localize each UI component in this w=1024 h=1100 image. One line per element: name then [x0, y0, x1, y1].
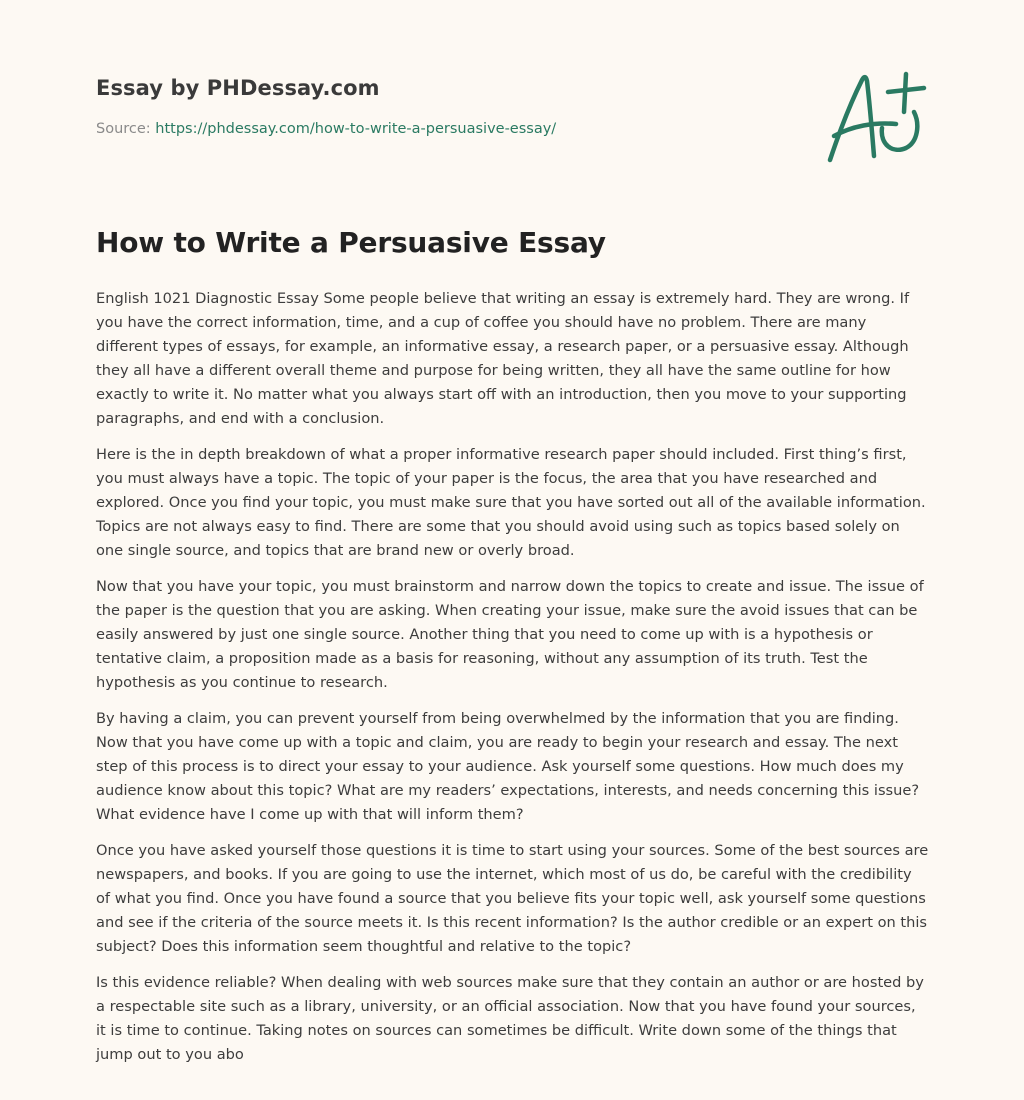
- article-paragraph: Is this evidence reliable? When dealing with web sources make sure that they contain an author or are hosted by a respectable site such as a library, university, or an official association. Now that you have found your sources, it is time to continue. Taking notes on sources can sometimes be difficult. Write down some of the things that jump out to you abo: [96, 974, 924, 1063]
- article: [96, 226, 930, 1079]
- site-title: Essay by PHDessay.com: [96, 76, 380, 100]
- a-plus-logo-icon: [822, 66, 928, 166]
- article-paragraph: Once you have asked yourself those questions it is time to start using your sources. Some of the best sources are newspapers, and books. If you are going to use the internet, which most of us do, be careful with the credibility of what you find. Once you have found a source that you believe fits your topic well, ask yourself some questions and see if the criteria of the source meets it. Is this recent information? Is the author credible or an expert on this subject? Does this information seem thoughtful and relative to the topic?: [96, 842, 929, 955]
- page-header: [96, 76, 816, 137]
- source-label: Source:: [96, 121, 151, 137]
- article-paragraph: Here is the in depth breakdown of what a proper informative research paper should included. First thing’s first, you must always have a topic. The topic of your paper is the focus, the area that you have researched and explored. Once you find your topic, you must make sure that you have sorted out all of the available information. Topics are not always easy to find. There are some that you should avoid using such as topics based solely on one single source, and topics that are brand new or overly broad.: [96, 446, 926, 559]
- a-plus-logo: [822, 66, 928, 166]
- article-paragraph: By having a claim, you can prevent yourself from being overwhelmed by the information that you are finding. Now that you have come up with a topic and claim, you are ready to begin your research and essay. The next step of this process is to direct your essay to your audience. Ask yourself some questions. How much does my audience know about this topic? What are my readers’ expectations, interests, and needs concerning this issue? What evidence have I come up with that will inform them?: [96, 710, 920, 823]
- article-paragraph: English 1021 Diagnostic Essay Some people believe that writing an essay is extremely hard. They are wrong. If you have the correct information, time, and a cup of coffee you should have no problem. There are many different types of essays, for example, an informative essay, a research paper, or a persuasive essay. Although they all have a different overall theme and purpose for being written, they all have the same outline for how exactly to write it. No matter what you always start off with an introduction, then you move to your supporting paragraphs, and end with a conclusion.: [96, 290, 910, 427]
- article-title: How to Write a Persuasive Essay: [96, 226, 606, 259]
- source-link[interactable]: https://phdessay.com/how-to-write-a-persuasive-essay/: [155, 121, 557, 137]
- source-line: [96, 121, 816, 137]
- article-paragraph: Now that you have your topic, you must brainstorm and narrow down the topics to create and issue. The issue of the paper is the question that you are asking. When creating your issue, make sure the avoid issues that can be easily answered by just one single source. Another thing that you need to come up with is a hypothesis or tentative claim, a proposition made as a basis for reasoning, without any assumption of its truth. Test the hypothesis as you continue to research.: [96, 578, 924, 691]
